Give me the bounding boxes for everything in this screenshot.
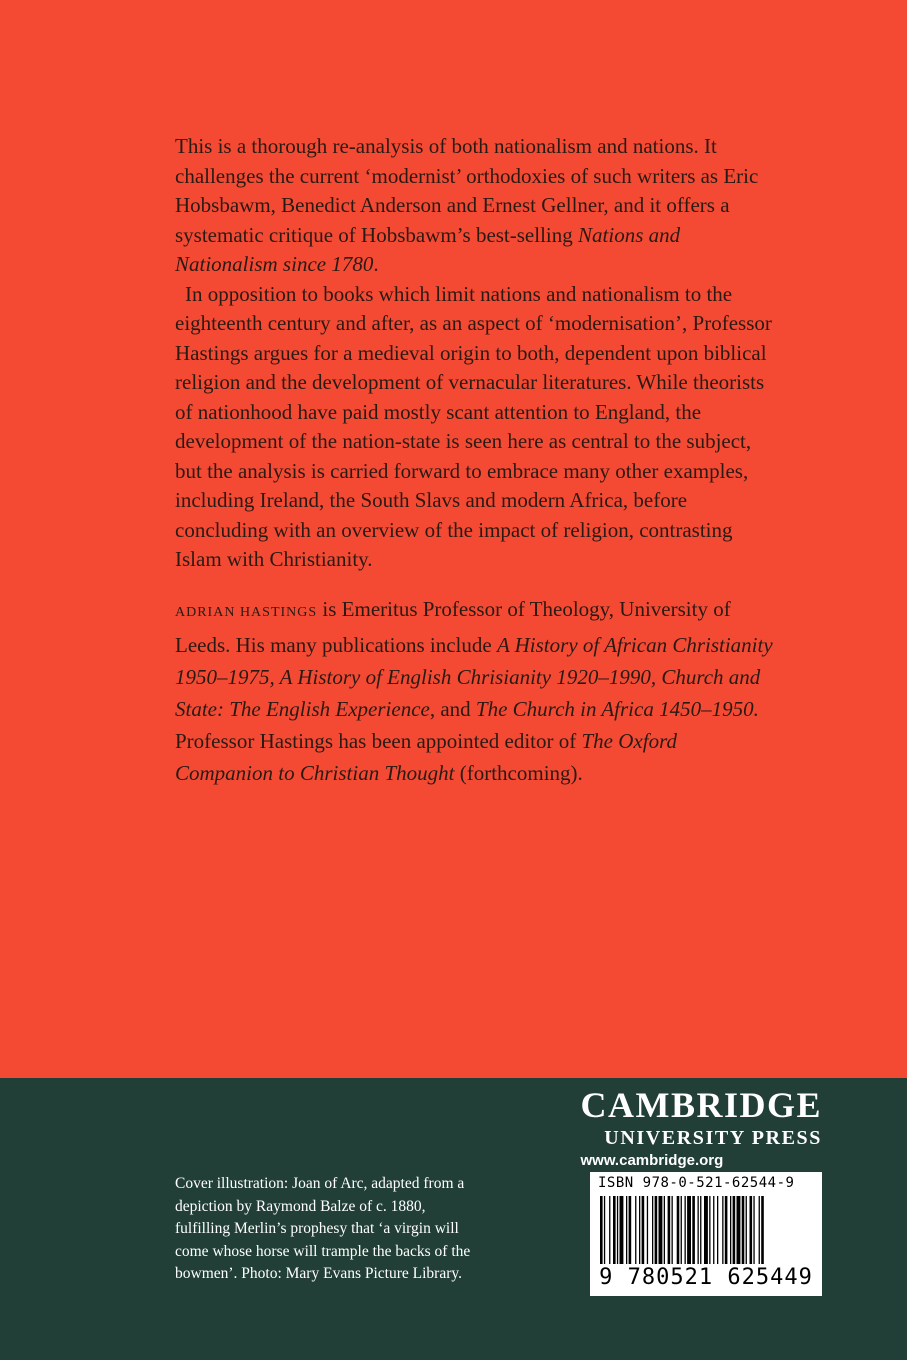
isbn-barcode-box [590,1172,822,1296]
author-name: ADRIAN HASTINGS [175,604,318,620]
publisher-logo [580,1084,822,1172]
publisher-url: www.cambridge.org [580,1152,724,1169]
period: . [373,252,379,276]
description-paragraph-2: In opposition to books which limit nations and nationalism to the eighteenth century and after, as an aspect of ‘modernisation’, Professor Hastings argues for a medieval origin to both, dependent upon biblical religion and the development of vernacular literatures. While theorists of nationhood have paid mostly scant attention to England, the development of the nation-state is seen here as central to the subject, but the analysis is carried forward to embrace many other examples, including Ireland, the South Slavs and modern Africa, before concluding with an overview of the impact of religion, contrasting Islam with Christianity. [175,281,772,571]
author-books-3: The Oxford Companion to Christian Thought [175,728,677,785]
publisher-name: CAMBRIDGE [580,1085,822,1125]
author-books-2: The Church in Africa 1450–1950. [475,696,759,721]
description-paragraph-1 [175,132,775,280]
book-title-reference: Nations and Nationalism since 1780 [175,222,681,276]
isbn-digits: 9 780521 625449 [590,1264,822,1292]
author-bio [175,593,775,789]
author-bio-text-3: Professor Hastings has been appointed editor of [175,728,582,753]
description-block [175,132,775,789]
description-text-1: This is a thorough re-analysis of both nationalism and nations. It challenges the current ‘modernist’ orthodoxies of such writers as Eric Hobsbawm, Benedict Anderson and Ernest Gellner, and it offers a systematic critique of Hobsbawm’s best-selling [175,134,759,247]
barcode-icon [598,1196,814,1268]
author-bio-text-2: , and [429,696,476,721]
author-bio-text-4: (forthcoming). [454,760,583,785]
author-books-1: A History of African Christianity 1950–1975, A History of English Chrisianity 1920–1990, Church and State: The English Experience [175,632,773,721]
cover-credit: Cover illustration: Joan of Arc, adapted from a depiction by Raymond Balze of c. 1880, fulfilling Merlin’s prophesy that ‘a virgin will come whose horse will trample the backs of the bowmen’. Photo: Mary Evans Picture Library. [175,1175,471,1282]
publisher-subtitle: UNIVERSITY PRESS [604,1127,822,1149]
isbn-label: ISBN 978-0-521-62544-9 [598,1175,795,1191]
author-bio-text-1: is Emeritus Professor of Theology, University of Leeds. His many publications include [175,596,731,657]
